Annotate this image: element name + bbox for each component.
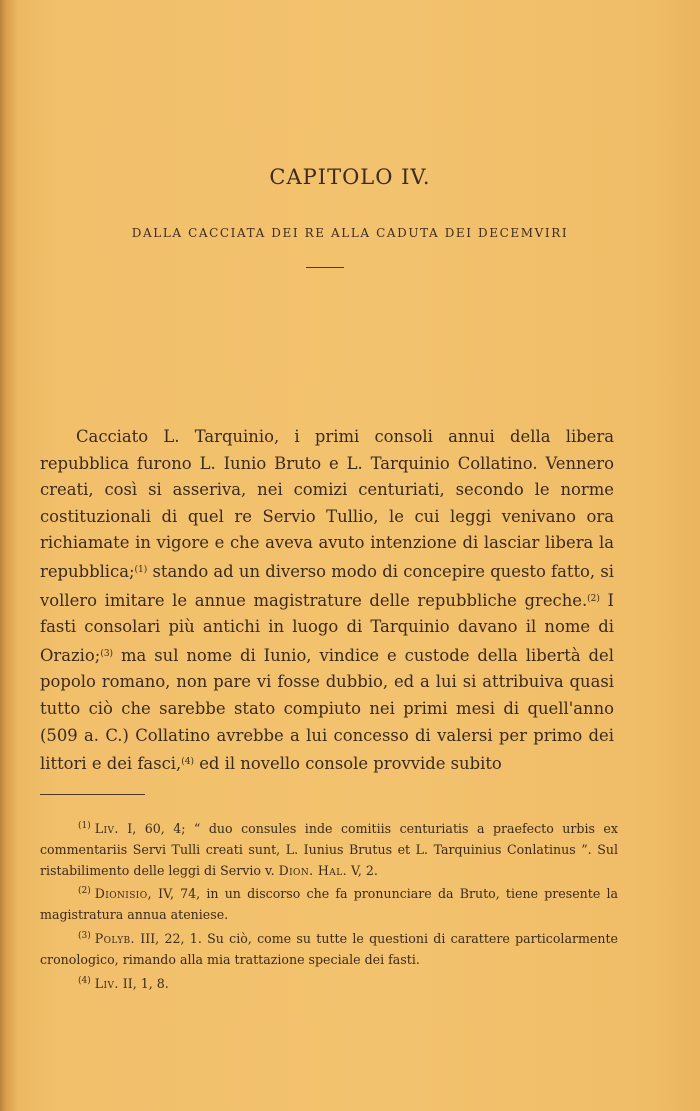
citation-source: Dionisio, xyxy=(94,886,152,902)
body-sentence: Cacciato L. Tarquinio, i primi consoli annui della libera repubblica furono L. Iunio Bruto e L. Tarquinio Collatino. Vennero creati, così si asseriva, nei comizi centuriati, secondo le norme costituzionali di quel re Servio Tullio, le cui leggi venivano ora richiamate in vigore e che aveva avuto intenzione di lasciar libera la repubblica; xyxy=(40,427,614,581)
footnote-text: IV, 74, in un discorso che fa pronunciare da Bruto, tiene presente la magistratura annua ateniese. xyxy=(40,886,618,923)
title-divider xyxy=(306,267,344,268)
footnote-1 xyxy=(40,816,618,881)
body-sentence: ma sul nome di Iunio, vindice e custode della libertà del popolo romano, non pare vi fosse dubbio, ed a lui si attribuiva quasi tutto ciò che sarebbe stato compiuto nei primi mesi di quell'anno (509 a. C.) Collatino avrebbe a lui concesso di valersi per primo dei littori e dei fasci, xyxy=(40,645,614,774)
chapter-title: CAPITOLO IV. xyxy=(269,165,431,189)
footnote-4 xyxy=(40,971,618,995)
footnote-mark: (3) xyxy=(78,930,91,941)
footnote-text: II, 1, 8. xyxy=(118,975,169,991)
footnote-ref-4[interactable]: (4) xyxy=(181,757,194,768)
footnote-ref-3[interactable]: (3) xyxy=(100,648,114,659)
paragraph xyxy=(40,424,614,778)
body-text xyxy=(40,424,614,778)
footnotes xyxy=(40,816,618,994)
chapter-subtitle: DALLA CACCIATA DEI RE ALLA CADUTA DEI DECEMVIRI xyxy=(131,226,569,240)
citation-source: Liv. xyxy=(94,975,119,991)
citation-source: Dion. Hal. xyxy=(278,862,347,878)
body-sentence: stando ad un diverso modo di concepire questo fatto, si vollero imitare le annue magistrature delle repubbliche greche. xyxy=(40,561,614,610)
footnote-mark: (1) xyxy=(78,821,91,831)
footnote-divider xyxy=(40,794,145,795)
footnote-mark: (2) xyxy=(78,886,91,897)
body-sentence: ed il novello console provvide subito xyxy=(194,754,502,774)
footnote-2 xyxy=(40,881,618,926)
citation-source: Polyb. xyxy=(94,930,135,946)
footnote-text: I, 60, 4; “ duo consules inde comitiis centuriatis a praefecto urbis ex commentariis Servi Tulli creati sunt, L. Iunius Brutus et L. Tarquinius Conlatinus ”. Sul ristabilimento delle leggi di Servio v. xyxy=(40,821,618,878)
footnote-ref-1[interactable]: (1) xyxy=(134,564,148,575)
footnote-text: V, 2. xyxy=(346,862,378,878)
body-sentence: I fasti consolari più antichi in luogo di Tarquinio davano il nome di Orazio; xyxy=(40,590,615,665)
footnote-3 xyxy=(40,926,618,971)
citation-source: Liv. xyxy=(94,821,119,836)
footnote-text: III, 22, 1. Su ciò, come su tutte le questioni di carattere particolarmente cronologico, rimando alla mia trattazione speciale dei fasti. xyxy=(40,930,618,967)
footnote-mark: (4) xyxy=(78,975,91,986)
footnote-ref-2[interactable]: (2) xyxy=(587,593,600,604)
